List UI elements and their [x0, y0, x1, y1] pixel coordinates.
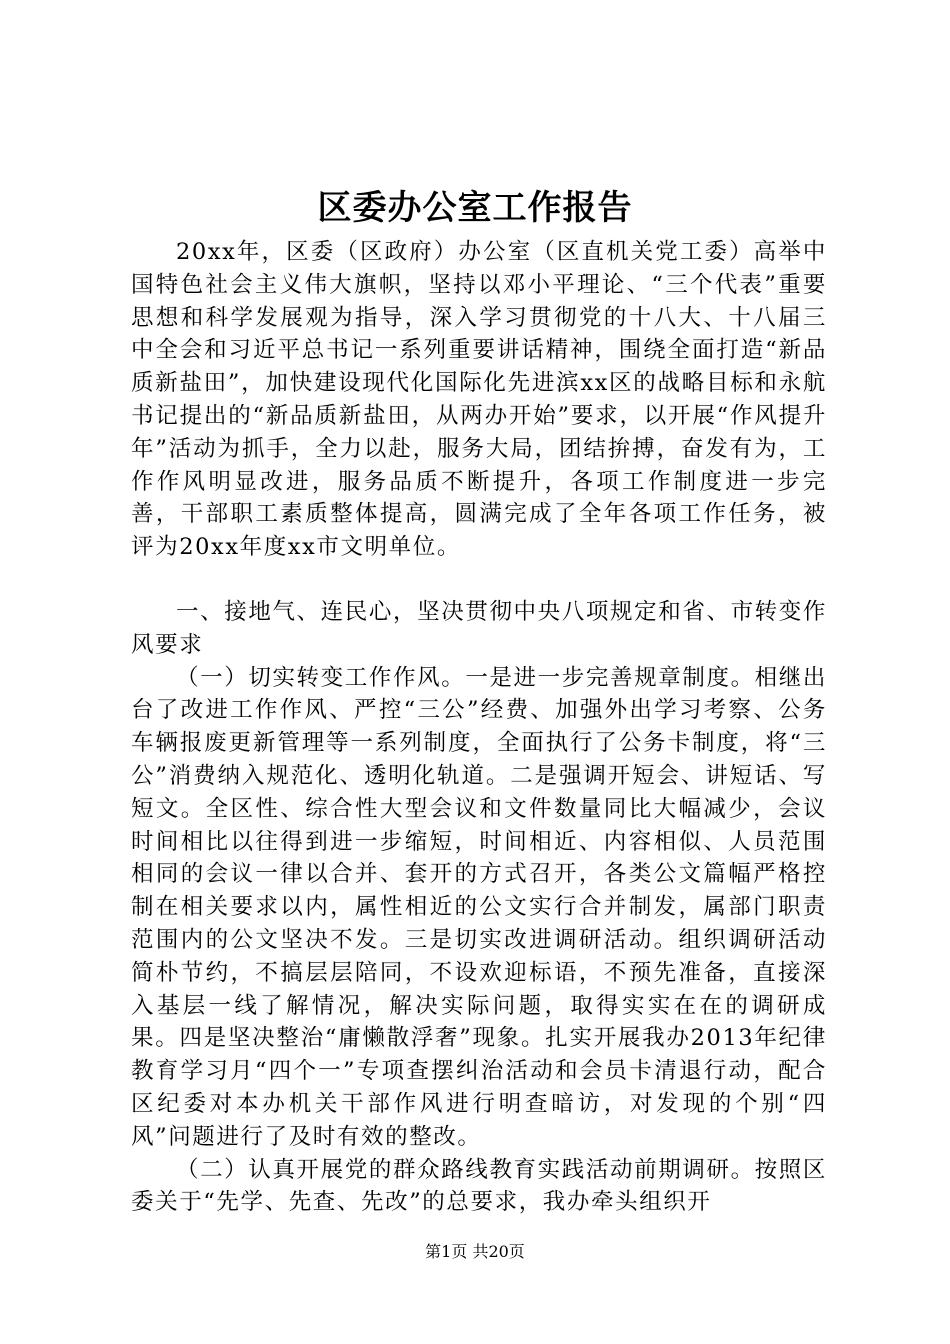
document-title: 区委办公室工作报告	[317, 188, 633, 228]
section-heading: 一、接地气、连民心，坚决贯彻中央八项规定和省、市转变作风要求	[131, 598, 827, 658]
body-paragraph: （一）切实转变工作作风。一是进一步完善规章制度。相继出台了改进工作作风、严控“三公”经费、加强外出学习考察、公务车辆报废更新管理等一系列制度，全面执行了公务卡制度，将“三公”消费纳入规范化、透明化轨道。二是强调开短会、讲短话、写短文。全区性、综合性大型会议和文件数量同比大幅减少，会议时间相比以往得到进一步缩短，时间相近、内容相似、人员范围相同的会议一律以合并、套开的方式召开，各类公文篇幅严格控制在相关要求以内，属性相近的公文实行合并制发，属部门职责范围内的公文坚决不发。三是切实改进调研活动。组织调研活动简朴节约，不搞层层陪同，不设欢迎标语，不预先准备，直接深入基层一线了解情况，解决实际问题，取得实实在在的调研成果。四是坚决整治“庸懒散浮奢”现象。扎实开展我办2013年纪律教育学习月“四个一”专项查摆纠治活动和会员卡清退行动，配合区纪委对本办机关干部作风进行明查暗访，对发现的个别“四风”问题进行了及时有效的整改。	[131, 664, 827, 1150]
body-paragraph: （二）认真开展党的群众路线教育实践活动前期调研。按照区委关于“先学、先查、先改”的总要求，我办牵头组织开	[131, 1156, 827, 1216]
page-number: 第1页 共20页	[425, 1242, 525, 1261]
paragraph-spacer	[131, 564, 827, 596]
intro-paragraph: 20xx年，区委（区政府）办公室（区直机关党工委）高举中国特色社会主义伟大旗帜，坚持以邓小平理论、“三个代表”重要思想和科学发展观为指导，深入学习贯彻党的十八大、十八届三中全会和习近平总书记一系列重要讲话精神，围绕全面打造“新品质新盐田”，加快建设现代化国际化先进滨xx区的战略目标和永航书记提出的“新品质新盐田，从两办开始”要求，以开展“作风提升年”活动为抓手，全力以赴，服务大局，团结拚搏，奋发有为，工作作风明显改进，服务品质不断提升，各项工作制度进一步完善，干部职工素质整体提高，圆满完成了全年各项工作任务，被评为20xx年度xx市文明单位。	[131, 239, 827, 561]
document-body	[131, 236, 827, 1219]
